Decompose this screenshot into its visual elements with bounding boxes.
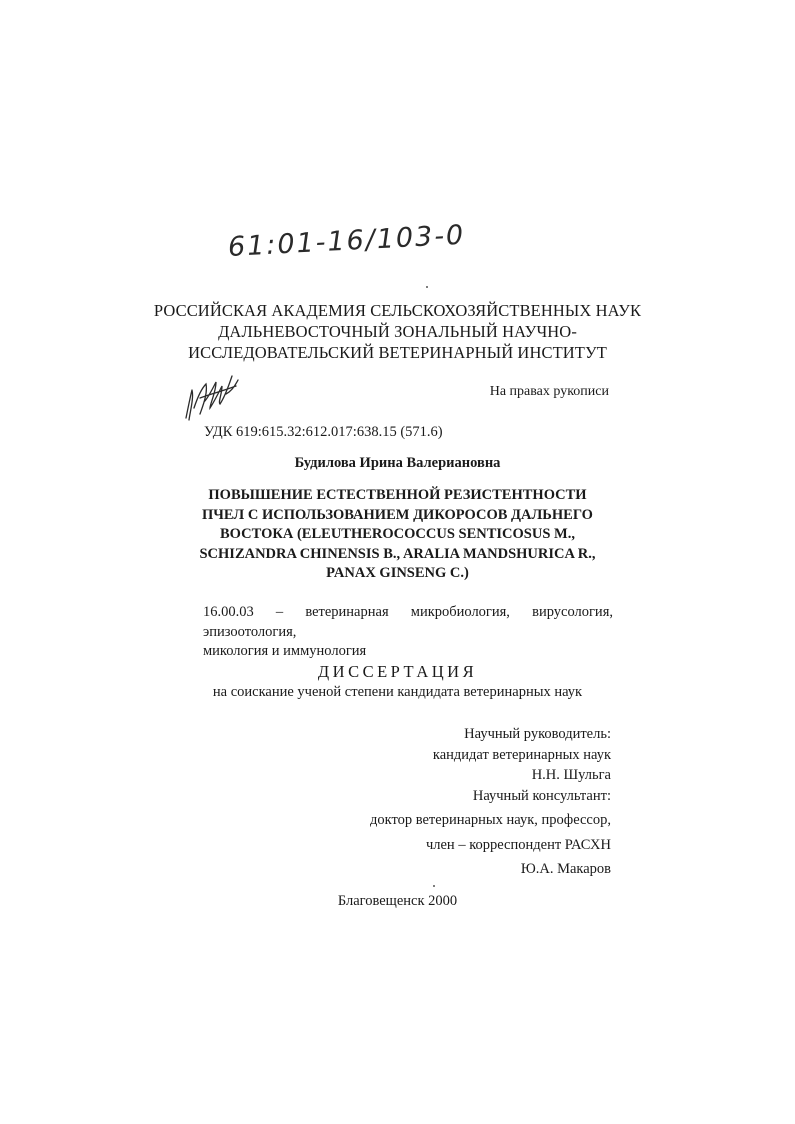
degree-line: на соискание ученой степени кандидата ветеринарных наук — [212, 684, 583, 700]
organization-block — [0, 300, 795, 363]
title-line-3: ВОСТОКА (ELEUTHEROCOCCUS SENTICOSUS M., — [220, 526, 575, 542]
title-line-1: ПОВЫШЕНИЕ ЕСТЕСТВЕННОЙ РЕЗИСТЕНТНОСТИ — [208, 487, 587, 503]
city-year: Благовещенск 2000 — [337, 893, 458, 909]
consultant-title: доктор ветеринарных наук, профессор, — [369, 812, 611, 828]
udk-code: УДК 619:615.32:612.017:638.15 (571.6) — [204, 424, 443, 440]
scan-speck — [433, 885, 435, 887]
advisors-block — [370, 724, 611, 880]
supervisor-label: Научный руководитель: — [464, 726, 611, 742]
author-name: Будилова Ирина Валериановна — [294, 455, 501, 471]
specialty-line-1: 16.00.03 – ветеринарная микробиология, вирусология, эпизоотология, — [203, 604, 613, 640]
scan-speck — [426, 286, 428, 288]
title-line-5: PANAX GINSENG C.) — [326, 565, 469, 581]
title-line-4: SCHIZANDRA CHINENSIS B., ARALIA MANDSHURICA R., — [199, 545, 596, 562]
dissertation-title — [0, 486, 795, 584]
consultant-name: Ю.А. Макаров — [520, 861, 611, 877]
document-type: ДИССЕРТАЦИЯ — [317, 662, 478, 681]
supervisor-name: Н.Н. Шульга — [531, 767, 611, 783]
specialty-block — [203, 603, 613, 662]
consultant-rank: член – корреспондент РАСХН — [425, 836, 611, 853]
archive-number-handwritten: 61:01-16/103-0 — [227, 219, 466, 263]
manuscript-rights: На правах рукописи — [489, 384, 609, 399]
handwritten-signature — [180, 368, 242, 424]
consultant-label: Научный консультант: — [472, 787, 611, 804]
specialty-line-2: микология и иммунология — [203, 643, 367, 659]
organization-line-1: РОССИЙСКАЯ АКАДЕМИЯ СЕЛЬСКОХОЗЯЙСТВЕННЫХ НАУК — [153, 301, 642, 320]
title-line-2: ПЧЕЛ С ИСПОЛЬЗОВАНИЕМ ДИКОРОСОВ ДАЛЬНЕГО — [202, 506, 593, 523]
organization-line-2: ДАЛЬНЕВОСТОЧНЫЙ ЗОНАЛЬНЫЙ НАУЧНО- — [218, 322, 577, 341]
organization-line-3: ИССЛЕДОВАТЕЛЬСКИЙ ВЕТЕРИНАРНЫЙ ИНСТИТУТ — [188, 343, 607, 362]
supervisor-title: кандидат ветеринарных наук — [432, 746, 611, 763]
